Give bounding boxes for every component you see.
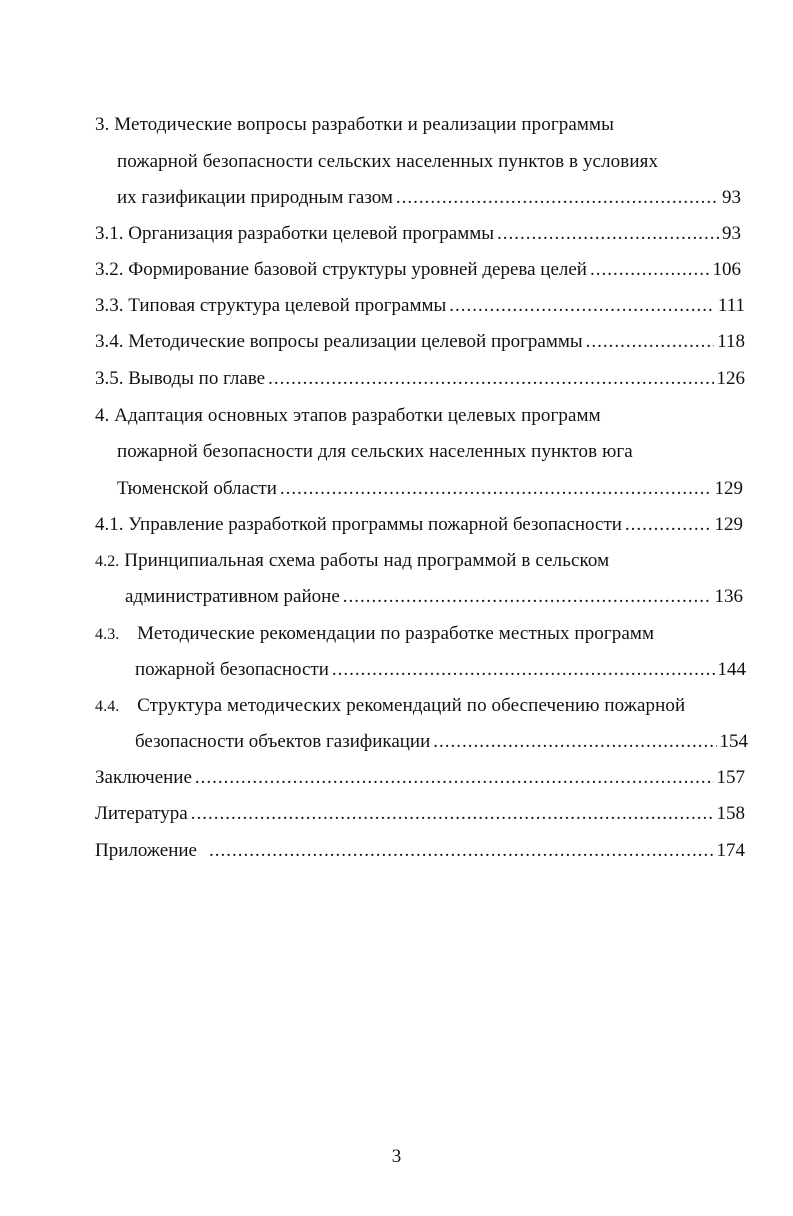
toc-ch3-line1: 3. Методические вопросы разработки и реализации программы [95, 114, 614, 135]
dot-leader [209, 839, 714, 863]
toc-s3-3-text: 3.3. Типовая структура целевой программы [95, 295, 447, 316]
toc-literature-page: 158 [716, 803, 745, 824]
toc-s4-3-page: 144 [717, 659, 746, 680]
dot-leader [343, 585, 712, 609]
toc-s4-3-line1 [95, 622, 654, 647]
toc-literature [95, 802, 745, 826]
toc-s4-4-line1 [95, 694, 685, 719]
toc-s3-5-text: 3.5. Выводы по главе [95, 368, 266, 389]
toc-s3-5-page: 126 [716, 368, 745, 389]
toc-s3-2-page: 106 [712, 259, 741, 280]
toc-s3-1-text: 3.1. Организация разработки целевой программы [95, 223, 495, 244]
toc-s4-3-number: 4.3. [95, 626, 120, 643]
toc-ch3-line3 [117, 186, 741, 210]
dot-leader [497, 222, 719, 246]
dot-leader [449, 294, 715, 318]
toc-appendix-text: Приложение [95, 840, 197, 861]
toc-s3-2 [95, 258, 741, 282]
toc-s3-4-page: 118 [717, 331, 745, 352]
toc-s4-4-number: 4.4. [95, 698, 120, 715]
toc-s4-4-page: 154 [719, 731, 748, 752]
toc-s3-4-text: 3.4. Методические вопросы реализации целевой программы [95, 331, 583, 352]
toc-conclusion-text: Заключение [95, 767, 192, 788]
toc-ch3-page: 93 [722, 187, 741, 208]
toc-s4-2-line1-text: Принципиальная схема работы над программой в сельском [124, 550, 610, 571]
toc-s3-1-page: 93 [722, 223, 741, 244]
toc-s3-2-text: 3.2. Формирование базовой структуры уровней дерева целей [95, 259, 587, 280]
toc-s4-4-line1-text: Структура методических рекомендаций по обеспечению пожарной [137, 695, 686, 716]
toc-s4-3-line2 [135, 658, 746, 682]
toc-s4-1 [95, 513, 743, 537]
dot-leader [433, 730, 716, 754]
toc-appendix-page: 174 [716, 840, 745, 861]
toc-conclusion [95, 766, 745, 790]
toc-ch4-line2: пожарной безопасности для сельских населенных пунктов юга [117, 441, 633, 462]
toc-s3-1 [95, 222, 741, 246]
toc-s3-3 [95, 294, 745, 318]
toc-s4-2-line1 [95, 549, 609, 574]
dot-leader [586, 330, 715, 354]
toc-s3-4 [95, 330, 745, 354]
toc-s4-4-line2 [135, 730, 748, 754]
dot-leader [396, 186, 719, 210]
toc-s4-1-text: 4.1. Управление разработкой программы пожарной безопасности [95, 514, 622, 535]
toc-s4-3-line2-text: пожарной безопасности [135, 659, 329, 680]
toc-conclusion-page: 157 [716, 767, 745, 788]
toc-literature-text: Литература [95, 803, 188, 824]
dot-leader [191, 802, 714, 826]
toc-s4-3-line1-text: Методические рекомендации по разработке местных программ [137, 623, 655, 644]
dot-leader [195, 766, 714, 790]
toc-ch4-line1: 4. Адаптация основных этапов разработки целевых программ [95, 405, 601, 426]
dot-leader [280, 477, 712, 501]
toc-ch4-line3-text: Тюменской области [117, 478, 277, 499]
toc-ch4-line3 [117, 477, 743, 501]
toc-ch4-page: 129 [714, 478, 743, 499]
toc-s4-2-line2 [125, 585, 743, 609]
toc-s3-5 [95, 367, 745, 391]
toc-ch3-line3-text: их газификации природным газом [117, 187, 393, 208]
dot-leader [332, 658, 715, 682]
dot-leader [268, 367, 713, 391]
dot-leader [625, 513, 712, 537]
dot-leader [590, 258, 710, 282]
toc-s4-2-number: 4.2. [95, 553, 120, 570]
toc-appendix [95, 839, 745, 863]
toc-s3-3-page: 111 [717, 295, 745, 316]
page-number: 3 [391, 1146, 402, 1167]
toc-s4-2-page: 136 [714, 586, 743, 607]
toc-s4-2-line2-text: административном районе [125, 586, 340, 607]
toc-s4-1-page: 129 [714, 514, 743, 535]
toc-s4-4-line2-text: безопасности объектов газификации [135, 731, 431, 752]
toc-ch3-line2: пожарной безопасности сельских населенных пунктов в условиях [117, 151, 659, 172]
